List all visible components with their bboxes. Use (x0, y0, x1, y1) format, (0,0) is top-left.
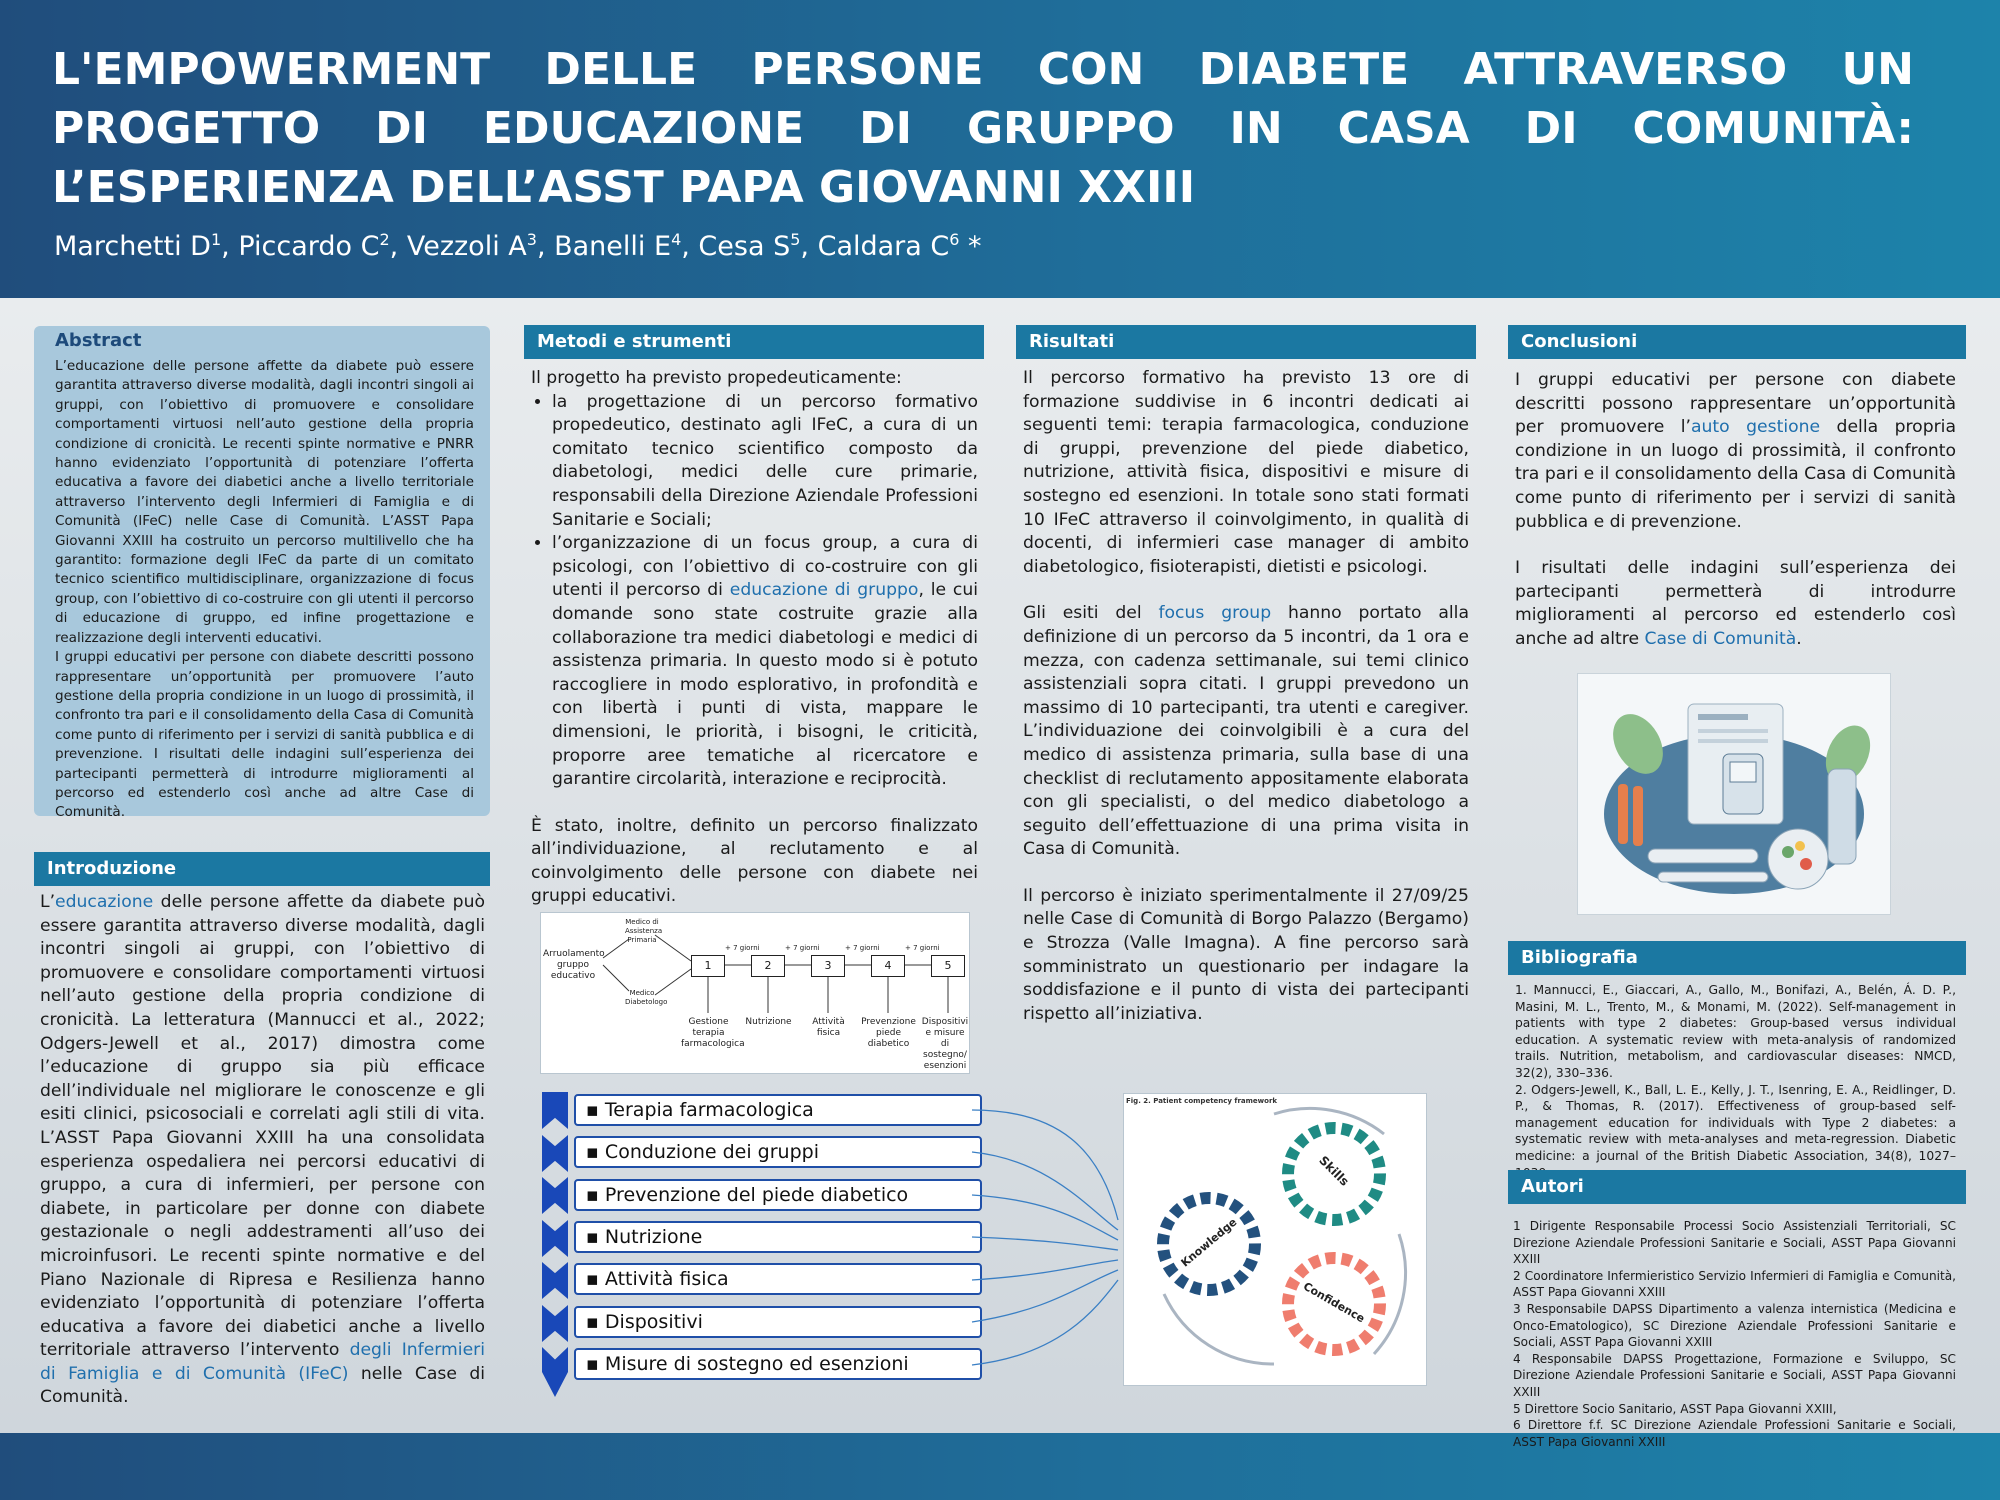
author-affiliation-item: 5 Direttore Socio Sanitario, ASST Papa Giovanni XXIII, (1513, 1401, 1837, 1416)
topic-label: Nutrizione (604, 1226, 703, 1248)
intro-highlight-educazione: educazione (55, 892, 154, 912)
flow-step-4: 4 (871, 955, 905, 977)
reference-item: 2. Odgers-Jewell, K., Ball, L. E., Kelly, J. T., Isenring, E. A., Reidlinger, D. P., & Thomas, R. (2017). Effectiveness of group-based self-management education for individuals with Type 2 diabetes: a systematic review with meta-analyses and meta-regression. Diabetic medicine: a journal of the British Diabetic Association, 34(8), 1027– (1515, 1082, 1956, 1163)
author-affiliation-item: 1 Dirigente Responsabile Processi Socio Assistenziali Territoriali, SC Direzione Aziendale Professioni Sanitarie e Sociali, ASST Papa Giovanni XXIII (1513, 1219, 1956, 1267)
author-name: Banelli E (554, 231, 672, 262)
flow-gap-3: + 7 giorni (845, 944, 880, 952)
reference-item: 1. Mannucci, E., Giaccari, A., Gallo, M., Bonifazi, A., Belén, Á. D. P., Masini, M. L., Trento, M., & Monami, M. (2022). Self-management in patients with type 2 diabetes: Group-based versus individual education. A systematic review with meta-analysis of randomized trails. Nutrition, metabolism, and cardiovascular diseases: NMCD, 32(2), 330–336. (1515, 983, 1956, 1080)
topic-label: Prevenzione del piede diabetico (604, 1184, 909, 1206)
topic-item: ▪ Terapia farmacologica (574, 1094, 982, 1126)
intro-highlight-ifec: degli Infermieri di Famiglia e di Comunità (IFeC) (40, 1340, 485, 1384)
conclusioni-text (1515, 369, 1956, 652)
diabetes-illustration (1577, 673, 1891, 915)
topic-label: Terapia farmacologica (604, 1099, 814, 1121)
risultati-paragraph-1: Il percorso formativo ha previsto 13 ore di formazione suddivise in 6 incontri dedicati ai seguenti temi: terapia farmacologica, conduzione di gruppi, prevenzione del piede diabetico, nutrizione, attività fisica, dispositivi e misure di sostegno ed esenzioni. In totale sono stati formati 10 IFeC attraverso il coinvolgimento, in qualità di docenti, di infermieri case manager di ambito diabetologico, fisioterapisti, dietisti e psicologi. (1023, 368, 1469, 577)
author-affiliation: 1 (210, 230, 222, 249)
flow-gap-1: + 7 giorni (725, 944, 760, 952)
risultati-p2-post: hanno portato alla definizione di un percorso da 5 incontri, da 1 ora e mezza, con cadenza settimanale, sui temi clinico assistenziali sopra citati. I gruppi prevedono un massimo di 10 partecipanti, tra utenti e caregiver. L’individuazione dei coinvolgibili è a cura del medico di assistenza primaria, sulla base di una checklist di reclutamento appositamente elaborata con gli specialisti, o del medico diabetologo a seguito dell’effettuazione di una prima visita in Casa di Comunità. (1023, 603, 1469, 860)
flow-label-2: Nutrizione (745, 1017, 792, 1027)
flow-label-1: Gestione terapia farmacologica (681, 1017, 745, 1049)
introduzione-text (40, 891, 485, 1410)
flow-label-4: Prevenzione piede diabetico (861, 1017, 916, 1049)
flow-step-5: 5 (931, 955, 965, 977)
flow-bottom-node: Medico Diabetologo (625, 989, 668, 1006)
bibliografia-heading: Bibliografia (1508, 941, 1966, 975)
author-affiliation-item: 3 Responsabile DAPSS Dipartimento a valenza internistica (Medicina e Onco-Ematologico), SC Direzione Aziendale Professioni Sanitarie e Sociali, ASST Papa Giovanni XXIII (1513, 1301, 1956, 1350)
diabetes-kit-image (1578, 674, 1890, 914)
flow-step-1: 1 (691, 955, 725, 977)
author-affiliation-item: 2 Coordinatore Infermieristico Servizio Infermieri di Famiglia e Comunità, ASST Papa Giovanni XXIII (1513, 1268, 1956, 1300)
autori-list (1513, 1218, 1956, 1450)
risultati-paragraph-2 (1023, 602, 1469, 862)
abstract-text (55, 357, 474, 823)
flow-start-node: Arruolamento gruppo educativo (543, 949, 605, 981)
gears-illustration (1124, 1094, 1426, 1385)
author-affiliation: 2 (379, 230, 390, 249)
author-affiliation: 3 (526, 230, 537, 249)
flowchart-figure (540, 912, 970, 1074)
risultati-heading: Risultati (1016, 325, 1476, 359)
poster-title: L'EMPOWERMENT DELLE PERSONE CON DIABETE ATTRAVERSO UN PROGETTO DI EDUCAZIONE DI GRUPPO IN CASA DI COMUNITÀ: L’ESPERIENZA DELL’ASST PAPA GIOVANNI XXIII (52, 44, 1914, 213)
gear-label-knowledge: Knowledge (1178, 1215, 1240, 1270)
topic-item: ▪ Dispositivi (574, 1306, 982, 1338)
conclusioni-paragraph-2 (1515, 557, 1956, 651)
risultati-text (1023, 367, 1469, 1026)
metodi-list (531, 391, 978, 792)
conclusioni-highlight-auto-gestione: auto gestione (1691, 417, 1821, 438)
topic-connectors (970, 1090, 1130, 1390)
risultati-p2-pre: Gli esiti del (1023, 603, 1159, 624)
gear-label-skills: Skills (1316, 1153, 1352, 1189)
metodi-bullet-2-post: , le cui domande sono state costruite grazie alla collaborazione tra medici diabetologi e medici di assistenza primaria. In questo modo si è potuto raccogliere in modo esplorativo, in profondità e con libertà i punti di vista, mappare le dimensioni, le priorità, i bisogni, le criticità, proporre aree tematiche al ricercatore e garantire circolarità, interazione e reciprocità. (552, 580, 978, 790)
topic-label: Dispositivi (604, 1311, 703, 1333)
author-affiliation: 4 (671, 230, 682, 249)
conclusioni-paragraph-1 (1515, 369, 1956, 534)
author-name: Cesa S (698, 231, 791, 262)
intro-text-body: delle persone affette da diabete può essere garantita attraverso diverse modalità, dagli incontri singoli ai gruppi, con l’obiettivo di promuovere e consolidare comportamenti virtuosi nell’auto gestione della propria condizione di cronicità. La letteratura (Mannucci et al., 2022; Odgers-Jewell et al., 2017) dimostra come l’educazione di gruppo sia più efficace dell’individuale nel migliorare le conoscenze e gli esiti clinici, psicosociali e correlati agli stili di vita. L’ASST Papa Giovanni XXIII ha una consolidata esperienza ospedaliera nei percorsi educativi di gruppo, a cura di infermieri, per persone con diabete, in particolare per donne con diabete gestazionale o negli addestramenti all’uso dei microinfusori. Le recenti spinte normative e del Piano Nazionale di Ripresa e Resilienza hanno evidenziato l’opportunità di potenziare l’offerta educativa a favore dei diabetici anche a livello territoriale attraverso l’intervento (40, 892, 485, 1361)
flow-step-2: 2 (751, 955, 785, 977)
risultati-highlight-focus-group: focus group (1158, 603, 1272, 624)
bibliografia-list (1515, 982, 1956, 1181)
metodi-intro: Il progetto ha previsto propedeuticamente: (531, 368, 902, 388)
topic-label: Misure di sostegno ed esenzioni (604, 1353, 909, 1375)
author-name: Caldara C (817, 231, 950, 262)
metodi-bullet-1: • la progettazione di un percorso formativo propedeutico, destinato agli IFeC, a cura di un comitato tecnico scientifico composto da diabetologi, medici delle cure primarie, responsabili della Direzione Aziendale Professioni Sanitarie e Sociali; (552, 391, 978, 533)
flow-step-3: 3 (811, 955, 845, 977)
metodi-highlight-educazione: educazione di gruppo (729, 580, 919, 601)
figure-caption: Fig. 2. Patient competency framework (1126, 1097, 1278, 1105)
metodi-paragraph-2: È stato, inoltre, definito un percorso finalizzato all’individuazione, al reclutamento e al coinvolgimento delle persone con diabete nei gruppi educativi. (531, 815, 978, 907)
conclusioni-heading: Conclusioni (1508, 325, 1966, 359)
author-name: Vezzoli A (406, 231, 527, 262)
autori-heading: Autori (1508, 1170, 1966, 1204)
topic-label: Attività fisica (604, 1268, 729, 1290)
metodi-text (531, 367, 978, 909)
abstract-paragraph-2: I gruppi educativi per persone con diabete descritti possono rappresentare un’opportunità per promuovere l’auto gestione della propria condizione in un luogo di prossimità, il confronto tra pari e il consolidamento della Casa di Comunità come punto di riferimento per i servizi di sanità pubblica e di prevenzione. I risultati delle indagini sull’esperienza dei partecipanti permetterà di introdurre miglioramenti al percorso ed estenderlo così anche ad altre Case di Comunità. (55, 649, 474, 821)
conclusioni-p2-post: . (1796, 628, 1802, 649)
author-name: Piccardo C (238, 231, 380, 262)
flow-label-5: Dispositivi e misure di sostegno/ esenzioni (921, 1017, 969, 1071)
corresponding-author-mark: * (959, 231, 982, 262)
author-affiliation: 5 (790, 230, 801, 249)
topic-item: ▪ Attività fisica (574, 1263, 982, 1295)
topic-item: ▪ Misure di sostegno ed esenzioni (574, 1348, 982, 1380)
gear-label-confidence: Confidence (1300, 1279, 1368, 1326)
abstract-title: Abstract (55, 330, 142, 351)
author-affiliation-item: 4 Responsabile DAPSS Progettazione, Formazione e Sviluppo, SC Direzione Aziendale Professioni Sanitarie e Sociali, ASST Papa Giovanni XXIII (1513, 1351, 1956, 1399)
metodi-heading: Metodi e strumenti (524, 325, 984, 359)
author-affiliation-item: 6 Direttore f.f. SC Direzione Aziendale Professioni Sanitarie e Sociali, ASST Papa Giovanni XXIII (1513, 1418, 1956, 1449)
authors-line: Marchetti $D^1$, Piccardo $C^2$, Vezzoli $A^3$, Banelli $E^4$, Cesa $S^5$, Caldara $C^6$ * (54, 230, 982, 262)
intro-text-post: nelle Case di Comunità. (40, 1363, 485, 1408)
topic-item: ▪ Conduzione dei gruppi (574, 1136, 982, 1168)
metodi-bullet-2-pre: l’organizzazione di un focus group, a cura di psicologi, con l’obiettivo di co-costruire con gli utenti il percorso di (552, 533, 978, 601)
flow-gap-2: + 7 giorni (785, 944, 820, 952)
metodi-bullet-2 (552, 532, 978, 792)
abstract-paragraph-1: L’educazione delle persone affette da diabete può essere garantita attraverso diverse modalità, dagli incontri singoli ai gruppi, con l’obiettivo di promuovere e consolidare comportamenti virtuosi nell’auto gestione della propria condizione di cronicità. Le recenti spinte normative e PNRR hanno evidenziato l’opportunità di potenziare l’offerta educativa a favore dei diabetici anche a livello territoriale attraverso l’intervento degli Infermieri di Famiglia e di Comunità (IFeC) nelle Case di Comunità. L’ASST Papa Giovanni XXIII ha costruito un percorso multilivello che ha garantito: formazione degli IFeC da parte di un comitato tecnico scientifico multidisciplinare, organizzazione di focus group, con l’obiettivo di co-costruire con gli utenti il percorso di educazione di gruppo, ed infine progettazione e realizzazione degli interventi educativi. (55, 358, 474, 646)
introduzione-heading: Introduzione (34, 852, 490, 886)
conclusioni-highlight-case-comunita: Case di Comunità (1644, 628, 1797, 649)
flow-gap-4: + 7 giorni (905, 944, 940, 952)
topic-item: ▪ Prevenzione del piede diabetico (574, 1179, 982, 1211)
author-name: Marchetti D (54, 231, 211, 262)
topic-label: Conduzione dei gruppi (604, 1141, 819, 1163)
conclusioni-p2-pre: I risultati delle indagini sull’esperienza dei partecipanti permetterà di introdurre miglioramenti al percorso ed estenderlo così anche ad altre (1515, 558, 1956, 649)
conclusioni-p1-post: della propria condizione in un luogo di prossimità, il confronto tra pari e il consolidamento della Casa di Comunità come punto di riferimento per i servizi di sanità pubblica e di prevenzione. (1515, 417, 1956, 532)
competency-figure (1123, 1093, 1427, 1386)
flow-top-node: Medico di Assistenza Primaria (625, 918, 663, 944)
flow-label-3: Attività fisica (812, 1017, 845, 1038)
topic-item: ▪ Nutrizione (574, 1221, 982, 1253)
author-affiliation: 6 (949, 230, 960, 249)
conclusioni-p1-pre: I gruppi educativi per persone con diabete descritti possono rappresentare un’opportunità per promuovere l’ (1515, 370, 1956, 438)
risultati-paragraph-3: Il percorso è iniziato sperimentalmente il 27/09/25 nelle Case di Comunità di Borgo Palazzo (Bergamo) e Strozza (Valle Imagna). A fine percorso sarà somministrato un questionario per indagare la soddisfazione e il punto di vista dei partecipanti rispetto all’iniziativa. (1023, 885, 1469, 1024)
intro-text-pre: L’ (40, 892, 56, 912)
